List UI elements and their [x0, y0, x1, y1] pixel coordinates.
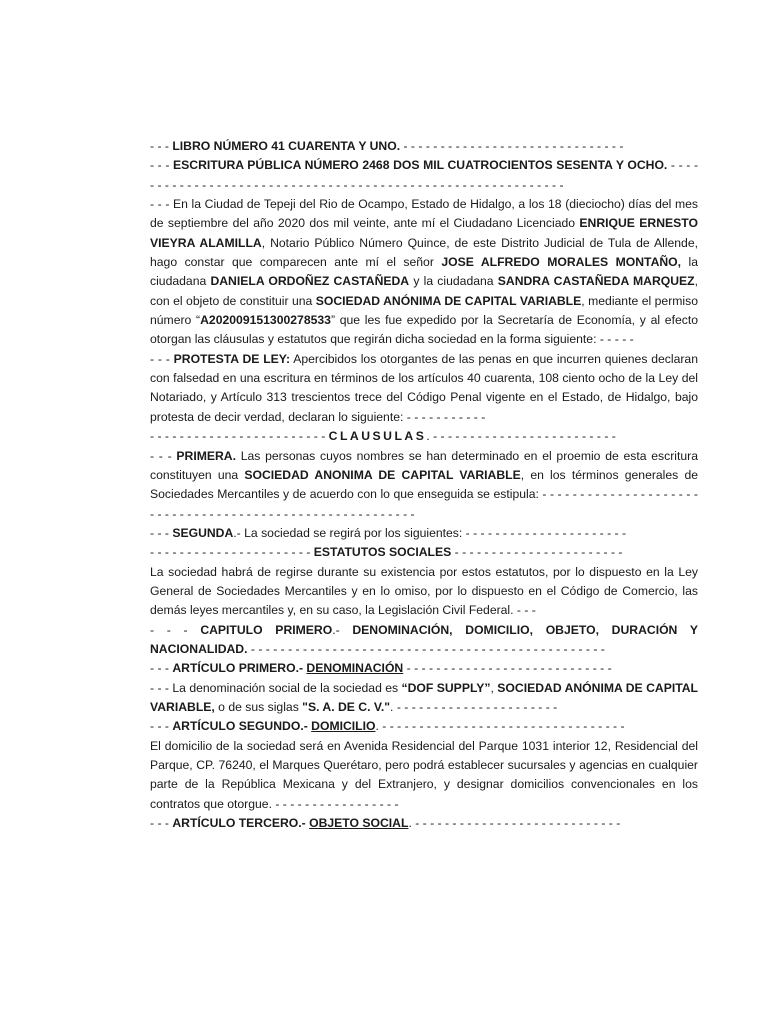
text-run: - - -: [150, 661, 173, 676]
bold-text-run: SANDRA CASTAÑEDA MARQUEZ: [497, 274, 695, 289]
bold-text-run: JOSE ALFREDO MORALES MONTAÑO,: [441, 255, 682, 270]
text-run: - - - - - - - - - - - - - - - - - - - - - -: [150, 545, 314, 560]
text-run: ” que les fue expedido por la Secretaría de Economía, y al efecto otorgan las cláusulas y estatutos que regirán dicha sociedad en la forma siguiente: - - - - -: [150, 313, 698, 347]
articulo-primero-heading: [150, 659, 698, 678]
bold-text-run: ARTÍCULO TERCERO.-: [172, 816, 310, 831]
escritura-heading: [150, 156, 698, 195]
bold-text-run: ENRIQUE ERNESTO VIEYRA ALAMILLA: [150, 216, 698, 250]
intro-paragraph: [150, 195, 698, 350]
protesta-de-ley-paragraph: [150, 350, 698, 427]
text-run: - - - - - - - - - - - - - - - - - - - - - - - - - - - - - -: [400, 139, 624, 153]
text-run: . - - - - - - - - - - - - - - - - - - - - - -: [390, 699, 558, 714]
underlined-title-run: DENOMINACIÓN: [306, 661, 404, 676]
bold-text-run: PRIMERA.: [176, 448, 236, 463]
text-run: - - - - - - - - - - - - - - - - - - - - - - - - - - - - - - - - - - - - - - - - - - - - - - - - - - - - - - - - - - - -: [150, 158, 698, 192]
text-run: Apercibidos los otorgantes de las penas en que incurren quienes declaran con falsedad en una escritura en términos de los artículos 40 cuarenta, 108 ciento ocho de la Ley del Notariado, y Artículo 313 trescientos trece del Código Penal vigente en el Estado, de Hidalgo, bajo protesta de decir verdad, declaran lo siguiente: - - - - - - - - - - -: [150, 351, 698, 424]
text-run: La sociedad habrá de regirse durante su existencia por estos estatutos, por lo dispuesto en la Ley General de Sociedades Mercantiles y en lo omiso, por lo dispuesto en el Código de Comercio, las demás leyes mercantiles y, en su caso, la Legislación Civil Federal. - - -: [150, 564, 698, 618]
articulo-tercero-heading: [150, 814, 698, 833]
capitulo-primero-heading: [150, 621, 698, 660]
text-run: .- La sociedad se regirá por los siguientes: - - - - - - - - - - - - - - - - - - - - - -: [233, 525, 627, 540]
text-run: - - -: [150, 139, 173, 153]
text-run: - - -: [150, 816, 173, 831]
text-run: , mediante el permiso número “: [150, 293, 698, 328]
text-run: - - -: [150, 158, 174, 173]
text-run: y la ciudadana: [409, 274, 498, 289]
clausulas-heading: [150, 427, 698, 446]
bold-text-run: SOCIEDAD ANÓNIMA DE CAPITAL VARIABLE: [315, 293, 582, 308]
segunda-clause: [150, 524, 698, 543]
bold-text-run: ESCRITURA PÚBLICA NÚMERO 2468 DOS MIL CUATROCIENTOS SESENTA Y OCHO.: [173, 158, 668, 173]
text-run: - - -: [150, 351, 174, 366]
primera-clause: [150, 447, 698, 524]
text-run: . - - - - - - - - - - - - - - - - - - - - - - - - - - - - - - - - -: [375, 719, 625, 734]
bold-text-run: SEGUNDA: [172, 525, 234, 540]
bold-text-run: ARTÍCULO PRIMERO.-: [172, 661, 307, 676]
denominacion-paragraph: [150, 679, 698, 718]
text-run: . - - - - - - - - - - - - - - - - - - - - - - - - - - - -: [408, 816, 621, 831]
text-run: - - -: [150, 448, 177, 463]
bold-text-run: CAPITULO PRIMERO: [200, 622, 333, 637]
text-run: - - - En la Ciudad de Tepeji del Rio de Ocampo, Estado de Hidalgo, a los 18 (dieciocho) días del mes de septiembre del año 2020 dos mil veinte, ante mí el Ciudadano Licenciado: [150, 197, 698, 231]
text-run: ,: [490, 680, 498, 695]
domicilio-paragraph: [150, 737, 698, 814]
bold-text-run: SOCIEDAD ANÓNIMA DE CAPITAL VARIABLE,: [150, 680, 698, 714]
underlined-title-run: DOMICILIO: [311, 719, 376, 734]
text-run: la ciudadana: [150, 255, 698, 289]
text-run: - - - - - - - - - - - - - - - - - - - - - - - -: [150, 429, 329, 444]
bold-text-run: PROTESTA DE LEY:: [173, 351, 291, 366]
text-run: Las personas cuyos nombres se han determinado en el proemio de esta escritura constituyen una: [150, 448, 698, 482]
articulo-segundo-heading: [150, 717, 698, 736]
text-run: - - - - - - - - - - - - - - - - - - - - - - - - - - - -: [403, 661, 612, 676]
bold-text-run: SOCIEDAD ANONIMA DE CAPITAL VARIABLE: [244, 467, 521, 482]
text-run: . - - - - - - - - - - - - - - - - - - - - - - - - -: [426, 429, 616, 444]
text-run: , Notario Público Número Quince, de este Distrito Judicial de Tula de Allende, hago constar que comparecen ante mí el señor: [150, 235, 698, 270]
estatutos-sociales-heading: [150, 543, 698, 562]
bold-text-run: A202009151300278533: [200, 313, 331, 328]
bold-text-run: CLAUSULAS: [328, 429, 427, 444]
bold-text-run: DANIELA ORDOÑEZ CASTAÑEDA: [210, 274, 410, 289]
text-run: o de sus siglas: [214, 699, 303, 714]
text-run: - - -: [150, 525, 173, 540]
text-run: .-: [332, 622, 353, 637]
text-run: El domicilio de la sociedad será en Avenida Residencial del Parque 1031 interior 12, Residencial del Parque, CP. 76240, el Marques Querétaro, pero podrá establecer sucursales y agencias en cualquier parte de la República Mexicana y del Extranjero, y designar domicilios convencionales en los contratos que otorgue. - - - - - - - - - - - - - - - - -: [150, 738, 698, 811]
libro-heading: [150, 137, 698, 156]
text-run: - - - La denominación social de la sociedad es: [150, 680, 402, 695]
text-run: - - -: [150, 719, 173, 734]
bold-text-run: ARTÍCULO SEGUNDO.-: [172, 719, 312, 734]
bold-text-run: ESTATUTOS SOCIALES: [313, 545, 452, 560]
estatutos-paragraph: [150, 563, 698, 621]
notarial-deed-page: [150, 137, 698, 833]
text-run: - - - - - - - - - - - - - - - - - - - - - - -: [451, 545, 623, 560]
text-run: - - - - - - - - - - - - - - - - - - - - - - - - - - - - - - - - - - - - - - - - - - - - - - - -: [247, 641, 605, 656]
bold-text-run: “DOF SUPPLY”: [401, 680, 491, 695]
underlined-title-run: OBJETO SOCIAL: [309, 816, 409, 831]
text-run: , con el objeto de constituir una: [150, 274, 699, 308]
bold-text-run: DENOMINACIÓN, DOMICILIO, OBJETO, DURACIÓN Y NACIONALIDAD.: [150, 622, 698, 656]
text-run: - - -: [150, 622, 201, 637]
bold-text-run: LIBRO NÚMERO 41 CUARENTA Y UNO.: [172, 139, 401, 153]
text-run: , en los términos generales de Sociedades Mercantiles y de acuerdo con lo que enseguida se estipula: - - - - - - - - - - - - - - - - - - - - - - - - - - - - - - - - - - - - - - - - - - - - - - - - - - - - - - - - -: [150, 467, 698, 521]
bold-text-run: "S. A. DE C. V.": [302, 699, 391, 714]
